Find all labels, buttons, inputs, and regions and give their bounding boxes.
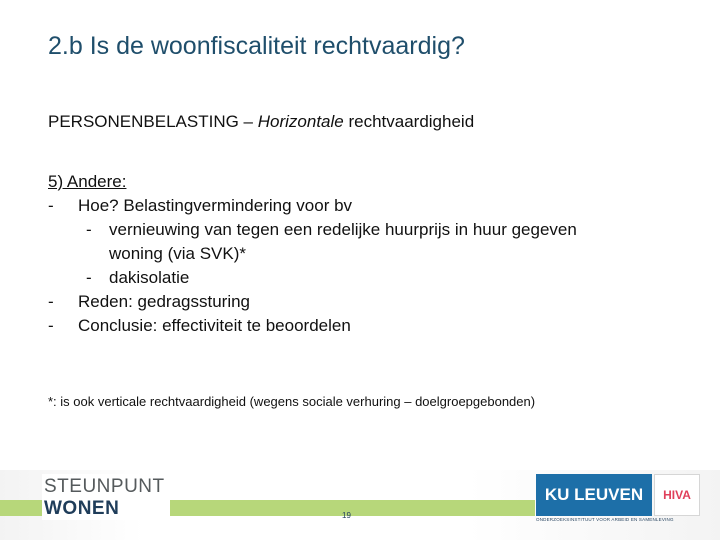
body-line xyxy=(48,290,577,314)
body-line-text: Reden: gedragssturing xyxy=(78,292,251,311)
slide-title: 2.b Is de woonfiscaliteit rechtvaardig? xyxy=(48,32,465,60)
body-line-text: Hoe? Belastingvermindering voor bv xyxy=(78,196,353,215)
bullet-dash: - xyxy=(48,196,54,215)
bullet-dash: - xyxy=(86,220,92,239)
body-line xyxy=(48,194,577,218)
body-line-text: dakisolatie xyxy=(109,268,190,287)
body-line xyxy=(48,242,577,266)
hiva-text: HIVA xyxy=(663,488,691,502)
institute-tagline: ONDERZOEKSINSTITUUT VOOR ARBEID EN SAMENLEVING xyxy=(536,517,674,522)
subtitle-part-3: rechtvaardigheid xyxy=(343,112,475,131)
hiva-logo xyxy=(654,474,700,516)
subtitle-italic: Horizontale xyxy=(257,112,344,131)
bullet-dash: - xyxy=(48,316,54,335)
steunpunt-wonen-logo xyxy=(42,474,170,520)
bullet-dash: - xyxy=(48,292,54,311)
body-line-text: Conclusie: effectiviteit te beoordelen xyxy=(78,316,351,335)
ku-leuven-text: KU LEUVEN xyxy=(544,485,644,504)
footnote: *: is ook verticale rechtvaardigheid (wegens sociale verhuring – doelgroepgebonden) xyxy=(48,394,536,409)
subtitle-part-1: PERSONENBELASTING – xyxy=(48,112,258,131)
body-line-text: woning (via SVK)* xyxy=(109,244,247,263)
body-line xyxy=(48,266,577,290)
bullet-dash: - xyxy=(86,268,92,287)
body-line xyxy=(48,218,577,242)
body-line xyxy=(48,314,577,338)
page-number: 19 xyxy=(342,511,351,520)
body-line-text: vernieuwing van tegen een redelijke huurprijs in huur gegeven xyxy=(109,220,577,239)
logo-line-2: WONEN xyxy=(44,498,120,519)
slide-subtitle xyxy=(48,112,474,132)
slide-body xyxy=(48,170,577,338)
logo-line-1: STEUNPUNT xyxy=(44,476,165,497)
body-line-heading xyxy=(48,170,577,194)
ku-leuven-logo xyxy=(536,474,652,516)
body-line-text: 5) Andere: xyxy=(48,172,127,191)
